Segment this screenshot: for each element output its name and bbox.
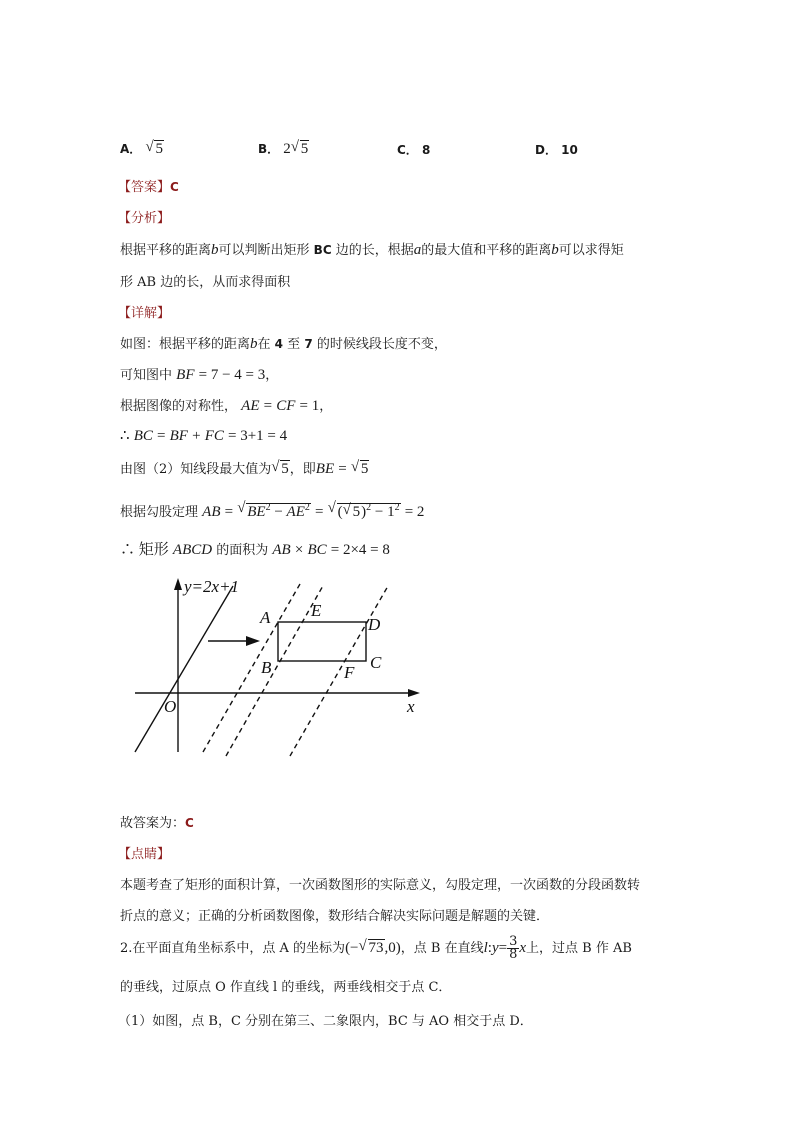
question2-line-2: 的垂线，过原点 O 作直线 l 的垂线，两垂线相交于点 C． [120,980,452,995]
x-axis-arrow [408,689,420,697]
analysis-line-2: 形 AB 边的长，从而求得面积 [120,275,291,290]
option-d-value: 10 [561,143,578,157]
point-c-label: C [370,653,382,672]
point-b-label: B [261,658,272,677]
line-equation-label: y=2x+1 [184,577,240,596]
x-axis-label: x [407,697,415,716]
point-a-label: A [260,608,271,627]
detail-line-1: 如图：根据平移的距离b在 4 至 7 的时候线段长度不变， [120,336,447,352]
option-c [397,141,430,158]
detail-line-4: ∴ BC = BF + FC = 3+1 = 4 [120,428,288,444]
option-b-label: B． [258,142,280,156]
detail-line-7: ∴ 矩形 ABCD 的面积为 AB × BC = 2×4 = 8 [120,542,390,558]
answer-tag: 【答案】 [118,180,171,195]
line-y-2x-1 [135,586,233,752]
analysis-line-1: 根据平移的距离b可以判断出矩形 BC 边的长，根据a的最大值和平移的距离b可以求得矩 [120,242,624,258]
option-c-value: 8 [421,143,431,157]
detail-line-5: 由图（2）知线段最大值为 √ 5，即BE = √ 5 [120,459,369,477]
answer-value: C [170,180,179,194]
point-e-label: E [311,601,322,620]
question2-line-1: 2.在平面直角坐标系中，点 A 的坐标为(− √ 73,0)，点 B 在直线l:y= $\frac{3}{8}$ x上，过点 B 作 AB [120,934,632,962]
point-f-label: F [344,663,355,682]
option-c-label: C． [397,143,418,157]
comment-line-1: 本题考查了矩形的面积计算，一次函数图形的实际意义，勾股定理，一次函数的分段函数转 [120,878,641,893]
option-b-value: √ 5 [290,139,309,157]
option-d [535,141,578,158]
dashed-line-2 [226,584,324,756]
rectangle-abcd [278,622,366,661]
conclusion-line: 故答案为：C [120,816,194,831]
option-a-label: A． [120,142,142,156]
detail-line-3: 根据图像的对称性， AE = CF = 1， [120,398,333,414]
option-b [258,140,309,158]
detail-tag: 【详解】 [118,306,171,321]
detail-line-6: 根据勾股定理 AB = √ $BE^2 - AE^2$ = √ ( √ $5)^2 - 1^2 = 2$ [120,500,425,520]
option-d-label: D． [535,143,557,157]
move-arrow-head [246,636,260,646]
comment-line-2: 折点的意义；正确的分析函数图像，数形结合解决实际问题是解题的关键． [120,909,550,924]
dashed-line-1 [203,584,300,752]
point-d-label: D [368,615,381,634]
comment-tag: 【点睛】 [118,847,171,862]
answer-line [118,176,179,195]
y-axis-arrow [174,578,182,590]
option-a-value: √ 5 [145,139,163,157]
question2-line-3: （1）如图，点 B，C 分别在第三、二象限内，BC 与 AO 相交于点 D． [118,1014,533,1029]
option-a [120,140,164,158]
origin-label: O [164,697,177,716]
option-b-coef: 2 [283,141,291,157]
translation-figure [120,572,430,762]
detail-line-2: 可知图中 BF = 7 − 4 = 3， [120,367,279,383]
analysis-tag: 【分析】 [118,211,171,226]
